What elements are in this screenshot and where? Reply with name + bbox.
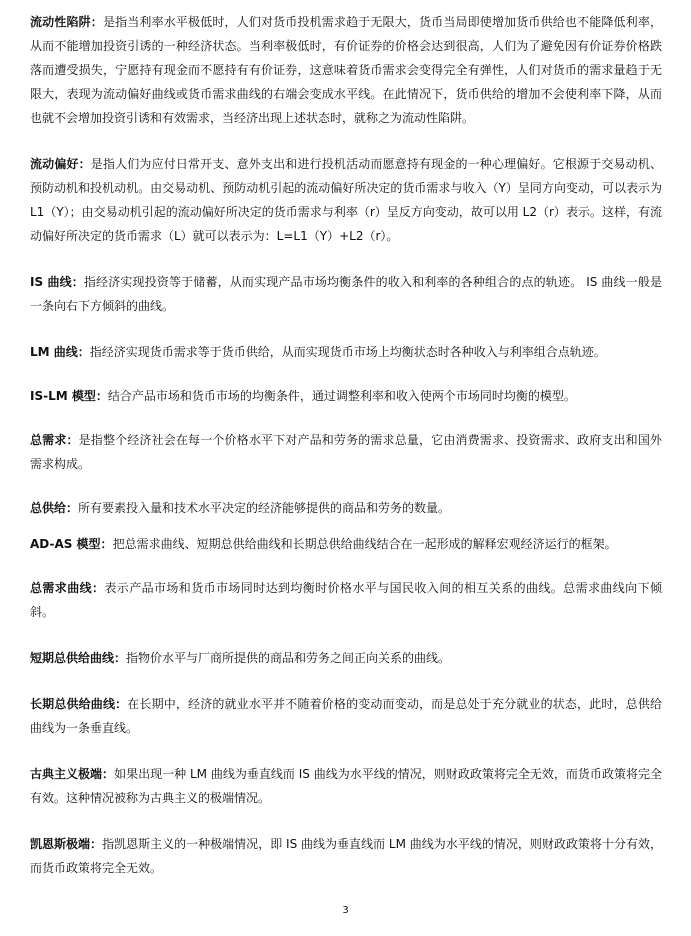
entry-definition: 指经济实现货币需求等于货币供给，从而实现货币市场上均衡状态时各种收入与利率组合点轨迹。: [89, 345, 606, 359]
entry-aggregate-supply: [30, 496, 662, 520]
entry-sras-curve: [30, 646, 662, 670]
entry-term: 凯恩斯极端：: [30, 837, 103, 851]
entry-is-curve: [30, 270, 662, 318]
entry-definition: 如果出现一种 LM 曲线为垂直线而 IS 曲线为水平线的情况，则财政政策将完全无效，而货币政策将完全有效。这种情况被称为古典主义的极端情况。: [30, 767, 662, 805]
entry-term: 古典主义极端：: [30, 767, 115, 781]
entry-definition: 把总需求曲线、短期总供给曲线和长期总供给曲线结合在一起形成的解释宏观经济运行的框架。: [112, 537, 617, 551]
entry-definition: 指经济实现投资等于储蓄，从而实现产品市场均衡条件的收入和利率的各种组合的点的轨迹。 IS 曲线一般是一条向右下方倾斜的曲线。: [30, 275, 662, 313]
entry-ad-as-model: [30, 532, 662, 556]
entry-definition: 结合产品市场和货币市场的均衡条件，通过调整利率和收入使两个市场同时均衡的模型。: [107, 389, 576, 403]
entry-definition: 所有要素投入量和技术水平决定的经济能够提供的商品和劳务的数量。: [78, 501, 451, 515]
entry-term: 流动偏好：: [30, 157, 91, 171]
entry-definition: 指物价水平与厂商所提供的商品和劳务之间正向关系的曲线。: [126, 651, 451, 665]
entry-keynesian-extreme: [30, 832, 662, 880]
entry-ad-curve: [30, 576, 662, 624]
entry-term: 短期总供给曲线：: [30, 651, 127, 665]
entry-definition: 指凯恩斯主义的一种极端情况，即 IS 曲线为垂直线而 LM 曲线为水平线的情况，则财政政策将十分有效，而货币政策将完全无效。: [30, 837, 662, 875]
entry-definition: 是指人们为应付日常开支、意外支出和进行投机活动而愿意持有现金的一种心理偏好。它根源于交易动机、预防动机和投机动机。由交易动机、预防动机引起的流动偏好所决定的货币需求与收入（Y）呈同方向变动，可以表示为 L1（Y）；由交易动机引起的流动偏好所决定的货币需求与利率（r）呈反方向变动，故可以用 L2（r）表示。这样，有流动偏好所决定的货币需求（L）就可以表示为：L=L1（Y）+L2（r）。: [30, 157, 662, 243]
entry-term: LM 曲线：: [30, 345, 90, 359]
entry-lras-curve: [30, 692, 662, 740]
entry-lm-curve: [30, 340, 662, 364]
entry-definition: 在长期中，经济的就业水平并不随着价格的变动而变动，而是总处于充分就业的状态，此时，总供给曲线为一条垂直线。: [30, 697, 662, 735]
entry-definition: 表示产品市场和货币市场同时达到均衡时价格水平与国民收入间的相互关系的曲线。总需求曲线向下倾斜。: [30, 581, 662, 619]
entry-definition: 是指当利率水平极低时，人们对货币投机需求趋于无限大，货币当局即使增加货币供给也不能降低利率，从而不能增加投资引诱的一种经济状态。当利率极低时，有价证券的价格会达到很高，人们为了避免因有价证券价格跌落而遭受损失，宁愿持有现金而不愿持有有价证券，这意味着货币需求会变得完全有弹性，人们对货币的需求量趋于无限大，表现为流动偏好曲线或货币需求曲线的右端会变成水平线。在此情况下，货币供给的增加不会使利率下降，从而也就不会增加投资引诱和有效需求，当经济出现上述状态时，就称之为流动性陷阱。: [30, 15, 662, 125]
entry-term: 总需求：: [30, 433, 79, 447]
entry-classical-extreme: [30, 762, 662, 810]
entry-liquidity-trap: [30, 10, 662, 130]
entry-term: IS 曲线：: [30, 275, 84, 289]
entry-term: 长期总供给曲线：: [30, 697, 128, 711]
entry-is-lm-model: [30, 384, 662, 408]
document-page: [30, 10, 662, 880]
entry-aggregate-demand: [30, 428, 662, 476]
page-number: 3: [342, 905, 349, 916]
entry-term: 总供给：: [30, 501, 79, 515]
entry-term: 流动性陷阱：: [30, 15, 103, 29]
entry-liquidity-preference: [30, 152, 662, 248]
entry-term: AD-AS 模型：: [30, 537, 113, 551]
entry-definition: 是指整个经济社会在每一个价格水平下对产品和劳务的需求总量，它由消费需求、投资需求、政府支出和国外需求构成。: [30, 433, 662, 471]
entry-term: 总需求曲线：: [30, 581, 105, 595]
entry-term: IS-LM 模型：: [30, 389, 108, 403]
